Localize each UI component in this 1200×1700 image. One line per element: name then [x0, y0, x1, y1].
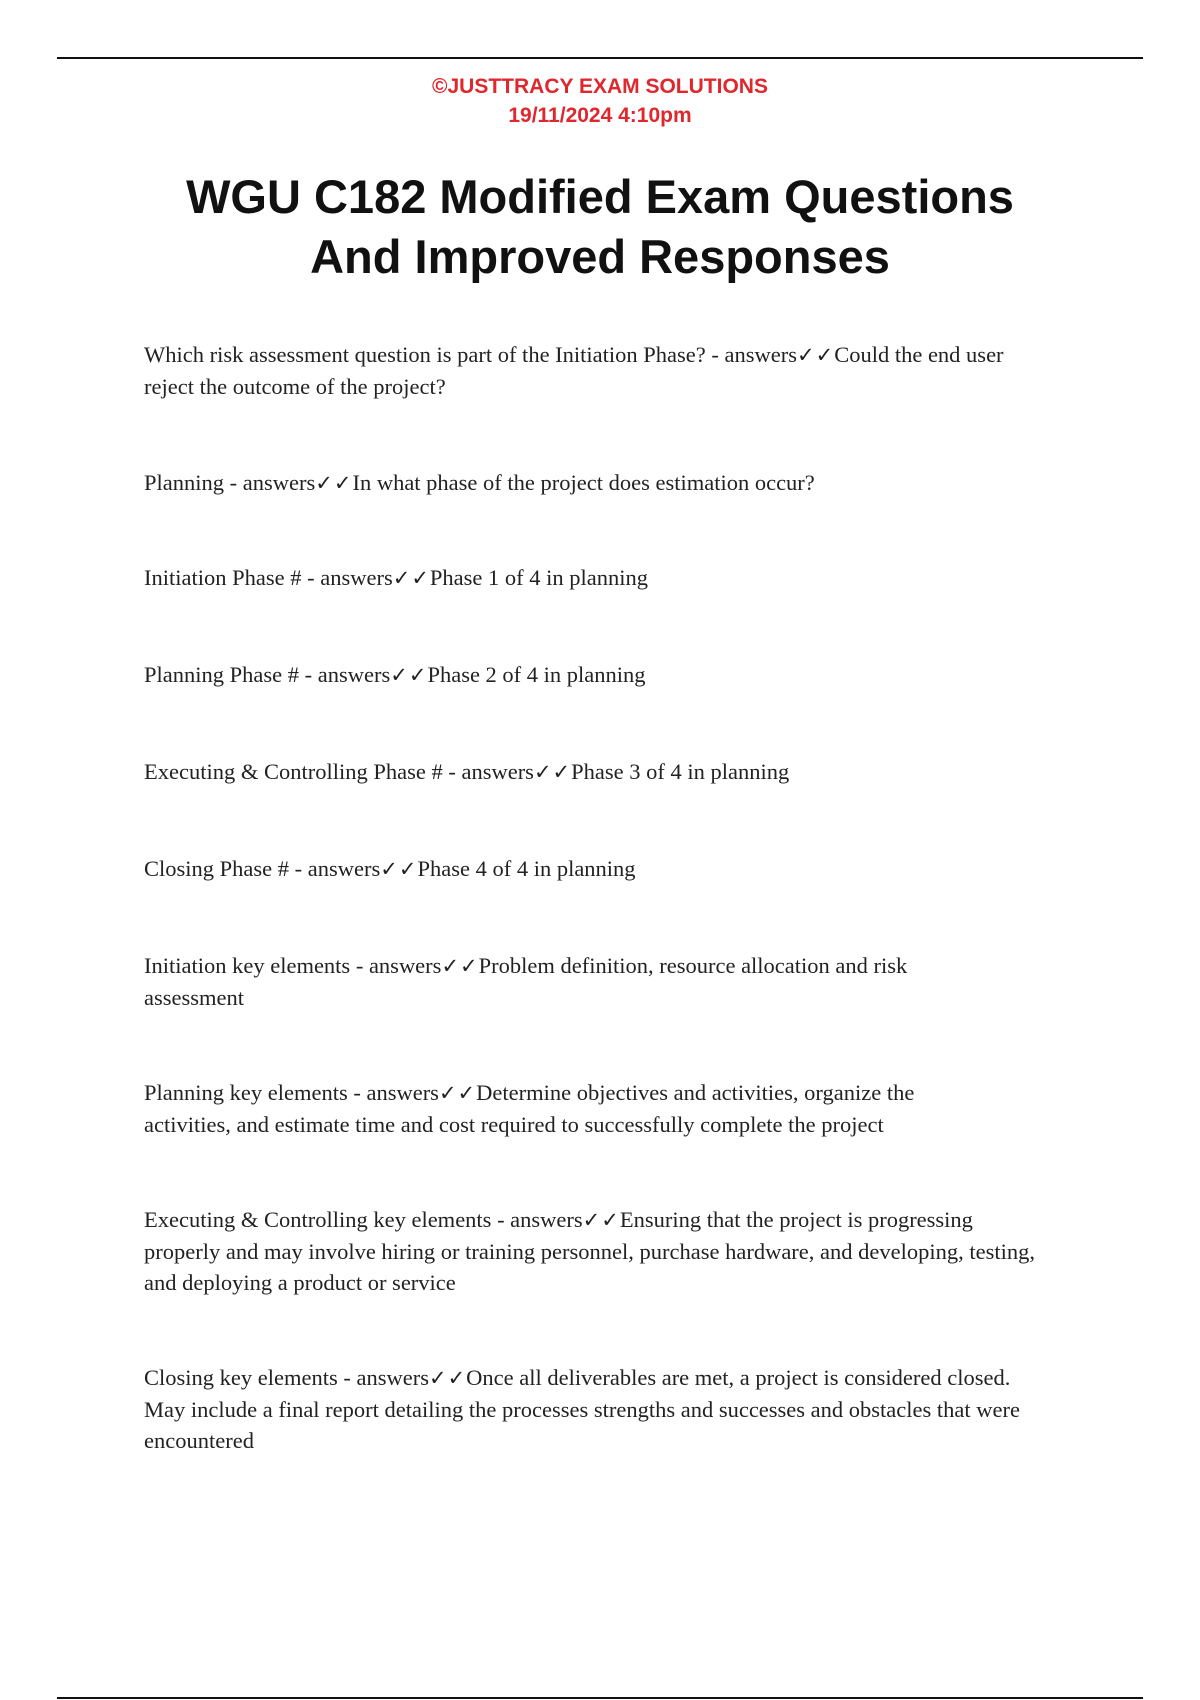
qa-item — [144, 1077, 994, 1140]
qa-prompt: Planning key elements — [144, 1080, 348, 1105]
qa-prompt: Executing & Controlling key elements — [144, 1207, 492, 1232]
checkmark-icon: ✓✓ — [441, 954, 479, 978]
qa-separator: - answers — [289, 856, 381, 881]
checkmark-icon: ✓✓ — [392, 566, 430, 590]
checkmark-icon: ✓✓ — [582, 1208, 620, 1232]
title-line-2: And Improved Responses — [310, 230, 890, 283]
qa-separator: - answers — [350, 953, 442, 978]
qa-separator: - answers — [347, 1080, 439, 1105]
qa-prompt: Initiation Phase # — [144, 565, 302, 590]
qa-prompt: Executing & Controlling Phase # — [144, 759, 443, 784]
qa-answer: Ensuring that the project is progressing properly and may involve hiring or training personnel, purchase hardware, and developing, testing, and deploying a product or service — [144, 1207, 1035, 1295]
bottom-rule — [57, 1697, 1143, 1699]
checkmark-icon: ✓✓ — [315, 471, 353, 495]
qa-prompt: Closing key elements — [144, 1365, 338, 1390]
title-line-1: WGU C182 Modified Exam Questions — [186, 170, 1014, 223]
qa-answer: Phase 1 of 4 in planning — [429, 565, 649, 590]
qa-separator: - answers — [442, 759, 534, 784]
qa-answer: Phase 2 of 4 in planning — [427, 662, 646, 687]
qa-answer: Problem definition, resource allocation and risk assessment — [144, 953, 908, 1010]
qa-answer: Could the end user reject the outcome of the project? — [144, 342, 1004, 399]
checkmark-icon: ✓✓ — [390, 663, 428, 687]
checkmark-icon: ✓✓ — [438, 1081, 477, 1105]
qa-separator: - answers — [224, 470, 316, 495]
qa-answer: Phase 3 of 4 in planning — [571, 759, 790, 784]
qa-answer: Once all deliverables are met, a project is considered closed. May include a final report detailing the processes strengths and successes and obstacles that were encountered — [144, 1365, 1020, 1453]
qa-item — [144, 659, 1044, 691]
qa-separator: - answers — [301, 565, 393, 590]
qa-item — [144, 467, 1044, 499]
checkmark-icon: ✓✓ — [797, 343, 835, 367]
qa-prompt: Closing Phase # — [144, 856, 290, 881]
qa-answer: Determine objectives and activities, organize the activities, and estimate time and cost required to successfully complete the project — [144, 1080, 915, 1137]
top-rule — [57, 57, 1143, 59]
timestamp-text: 19/11/2024 4:10pm — [508, 104, 692, 127]
watermark-header — [0, 72, 1200, 130]
checkmark-icon: ✓✓ — [380, 857, 418, 881]
qa-item — [144, 853, 1044, 885]
qa-item — [144, 950, 974, 1013]
qa-answer: In what phase of the project does estimation occur? — [352, 470, 815, 495]
qa-item — [144, 1362, 1024, 1456]
qa-separator: - answers — [491, 1207, 583, 1232]
qa-separator: - answers — [705, 342, 797, 367]
qa-separator: - answers — [337, 1365, 429, 1390]
qa-separator: - answers — [299, 662, 391, 687]
checkmark-icon: ✓✓ — [533, 760, 572, 784]
qa-item — [144, 562, 1044, 594]
qa-answer: Phase 4 of 4 in planning — [417, 856, 636, 881]
qa-item — [144, 756, 1044, 788]
document-title — [100, 167, 1100, 287]
copyright-text: ©JUSTTRACY EXAM SOLUTIONS — [432, 75, 768, 98]
qa-item — [144, 1204, 1049, 1298]
qa-prompt: Planning — [144, 470, 225, 495]
qa-prompt: Initiation key elements — [144, 953, 351, 978]
checkmark-icon: ✓✓ — [428, 1366, 467, 1390]
qa-prompt: Planning Phase # — [144, 662, 299, 687]
qa-prompt: Which risk assessment question is part of the Initiation Phase? — [144, 342, 706, 367]
qa-item — [144, 339, 1034, 402]
